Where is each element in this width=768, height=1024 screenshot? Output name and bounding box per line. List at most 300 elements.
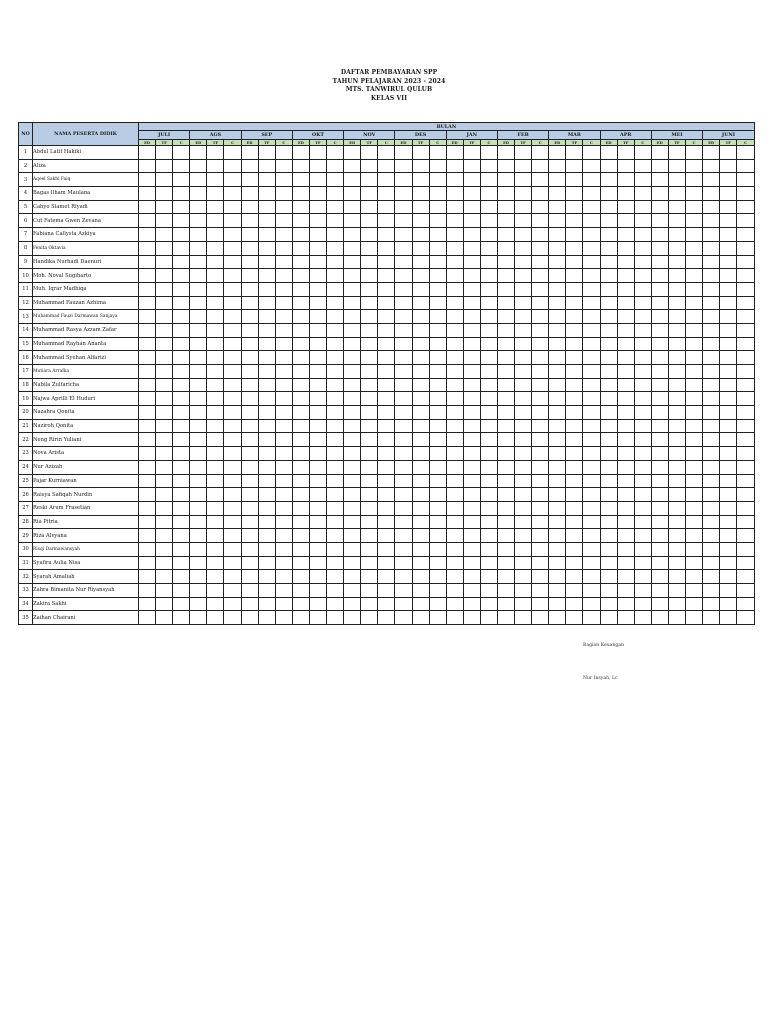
payment-cell[interactable]	[412, 241, 429, 255]
payment-cell[interactable]	[207, 159, 224, 173]
payment-cell[interactable]	[429, 460, 446, 474]
payment-cell[interactable]	[446, 269, 463, 283]
payment-cell[interactable]	[275, 337, 292, 351]
payment-cell[interactable]	[258, 200, 275, 214]
payment-cell[interactable]	[720, 488, 737, 502]
payment-cell[interactable]	[463, 529, 480, 543]
payment-cell[interactable]	[344, 378, 361, 392]
payment-cell[interactable]	[497, 406, 514, 420]
payment-cell[interactable]	[378, 282, 395, 296]
payment-cell[interactable]	[292, 365, 309, 379]
payment-cell[interactable]	[583, 597, 600, 611]
payment-cell[interactable]	[532, 570, 549, 584]
payment-cell[interactable]	[686, 447, 703, 461]
payment-cell[interactable]	[156, 173, 173, 187]
payment-cell[interactable]	[412, 146, 429, 160]
payment-cell[interactable]	[344, 392, 361, 406]
payment-cell[interactable]	[412, 474, 429, 488]
payment-cell[interactable]	[173, 214, 190, 228]
payment-cell[interactable]	[395, 392, 412, 406]
payment-cell[interactable]	[292, 419, 309, 433]
payment-cell[interactable]	[703, 337, 720, 351]
payment-cell[interactable]	[190, 584, 207, 598]
payment-cell[interactable]	[532, 488, 549, 502]
payment-cell[interactable]	[480, 515, 497, 529]
payment-cell[interactable]	[515, 570, 532, 584]
payment-cell[interactable]	[703, 474, 720, 488]
payment-cell[interactable]	[737, 159, 755, 173]
payment-cell[interactable]	[617, 296, 634, 310]
payment-cell[interactable]	[583, 460, 600, 474]
payment-cell[interactable]	[275, 187, 292, 201]
payment-cell[interactable]	[703, 187, 720, 201]
payment-cell[interactable]	[668, 337, 685, 351]
payment-cell[interactable]	[515, 200, 532, 214]
payment-cell[interactable]	[292, 378, 309, 392]
payment-cell[interactable]	[617, 310, 634, 324]
payment-cell[interactable]	[617, 323, 634, 337]
payment-cell[interactable]	[156, 214, 173, 228]
payment-cell[interactable]	[429, 447, 446, 461]
payment-cell[interactable]	[668, 378, 685, 392]
payment-cell[interactable]	[327, 447, 344, 461]
payment-cell[interactable]	[703, 173, 720, 187]
payment-cell[interactable]	[139, 241, 156, 255]
payment-cell[interactable]	[566, 597, 583, 611]
payment-cell[interactable]	[139, 529, 156, 543]
payment-cell[interactable]	[720, 282, 737, 296]
payment-cell[interactable]	[241, 460, 258, 474]
payment-cell[interactable]	[258, 187, 275, 201]
payment-cell[interactable]	[686, 200, 703, 214]
payment-cell[interactable]	[600, 200, 617, 214]
payment-cell[interactable]	[412, 173, 429, 187]
payment-cell[interactable]	[497, 241, 514, 255]
payment-cell[interactable]	[480, 460, 497, 474]
payment-cell[interactable]	[532, 460, 549, 474]
payment-cell[interactable]	[634, 310, 651, 324]
payment-cell[interactable]	[224, 542, 241, 556]
payment-cell[interactable]	[480, 214, 497, 228]
payment-cell[interactable]	[634, 529, 651, 543]
payment-cell[interactable]	[309, 378, 326, 392]
payment-cell[interactable]	[617, 337, 634, 351]
payment-cell[interactable]	[275, 228, 292, 242]
payment-cell[interactable]	[173, 200, 190, 214]
payment-cell[interactable]	[292, 146, 309, 160]
payment-cell[interactable]	[412, 200, 429, 214]
payment-cell[interactable]	[395, 433, 412, 447]
payment-cell[interactable]	[190, 501, 207, 515]
payment-cell[interactable]	[139, 310, 156, 324]
payment-cell[interactable]	[327, 501, 344, 515]
payment-cell[interactable]	[292, 433, 309, 447]
payment-cell[interactable]	[258, 611, 275, 625]
payment-cell[interactable]	[634, 406, 651, 420]
payment-cell[interactable]	[429, 187, 446, 201]
payment-cell[interactable]	[258, 597, 275, 611]
payment-cell[interactable]	[703, 365, 720, 379]
payment-cell[interactable]	[497, 365, 514, 379]
payment-cell[interactable]	[258, 488, 275, 502]
payment-cell[interactable]	[190, 296, 207, 310]
payment-cell[interactable]	[207, 200, 224, 214]
payment-cell[interactable]	[737, 378, 755, 392]
payment-cell[interactable]	[258, 447, 275, 461]
payment-cell[interactable]	[634, 611, 651, 625]
payment-cell[interactable]	[361, 474, 378, 488]
payment-cell[interactable]	[532, 378, 549, 392]
payment-cell[interactable]	[446, 542, 463, 556]
payment-cell[interactable]	[668, 419, 685, 433]
payment-cell[interactable]	[292, 228, 309, 242]
payment-cell[interactable]	[515, 310, 532, 324]
payment-cell[interactable]	[737, 282, 755, 296]
payment-cell[interactable]	[139, 365, 156, 379]
payment-cell[interactable]	[651, 597, 668, 611]
payment-cell[interactable]	[583, 228, 600, 242]
payment-cell[interactable]	[292, 488, 309, 502]
payment-cell[interactable]	[549, 474, 566, 488]
payment-cell[interactable]	[327, 269, 344, 283]
payment-cell[interactable]	[532, 241, 549, 255]
payment-cell[interactable]	[480, 392, 497, 406]
payment-cell[interactable]	[515, 501, 532, 515]
payment-cell[interactable]	[566, 159, 583, 173]
payment-cell[interactable]	[412, 611, 429, 625]
payment-cell[interactable]	[361, 337, 378, 351]
payment-cell[interactable]	[617, 570, 634, 584]
payment-cell[interactable]	[549, 146, 566, 160]
payment-cell[interactable]	[549, 597, 566, 611]
payment-cell[interactable]	[651, 282, 668, 296]
payment-cell[interactable]	[720, 241, 737, 255]
payment-cell[interactable]	[634, 474, 651, 488]
payment-cell[interactable]	[651, 214, 668, 228]
payment-cell[interactable]	[429, 515, 446, 529]
payment-cell[interactable]	[241, 282, 258, 296]
payment-cell[interactable]	[549, 611, 566, 625]
payment-cell[interactable]	[651, 310, 668, 324]
payment-cell[interactable]	[224, 474, 241, 488]
payment-cell[interactable]	[224, 570, 241, 584]
payment-cell[interactable]	[395, 584, 412, 598]
payment-cell[interactable]	[327, 282, 344, 296]
payment-cell[interactable]	[361, 515, 378, 529]
payment-cell[interactable]	[395, 241, 412, 255]
payment-cell[interactable]	[156, 269, 173, 283]
payment-cell[interactable]	[651, 255, 668, 269]
payment-cell[interactable]	[258, 378, 275, 392]
payment-cell[interactable]	[651, 406, 668, 420]
payment-cell[interactable]	[173, 282, 190, 296]
payment-cell[interactable]	[412, 214, 429, 228]
payment-cell[interactable]	[583, 611, 600, 625]
payment-cell[interactable]	[309, 529, 326, 543]
payment-cell[interactable]	[497, 282, 514, 296]
payment-cell[interactable]	[173, 556, 190, 570]
payment-cell[interactable]	[583, 515, 600, 529]
payment-cell[interactable]	[617, 228, 634, 242]
payment-cell[interactable]	[497, 392, 514, 406]
payment-cell[interactable]	[156, 146, 173, 160]
payment-cell[interactable]	[446, 474, 463, 488]
payment-cell[interactable]	[634, 597, 651, 611]
payment-cell[interactable]	[720, 406, 737, 420]
payment-cell[interactable]	[532, 255, 549, 269]
payment-cell[interactable]	[583, 323, 600, 337]
payment-cell[interactable]	[634, 173, 651, 187]
payment-cell[interactable]	[651, 365, 668, 379]
payment-cell[interactable]	[686, 310, 703, 324]
payment-cell[interactable]	[651, 529, 668, 543]
payment-cell[interactable]	[292, 351, 309, 365]
payment-cell[interactable]	[515, 282, 532, 296]
payment-cell[interactable]	[686, 173, 703, 187]
payment-cell[interactable]	[258, 406, 275, 420]
payment-cell[interactable]	[703, 570, 720, 584]
payment-cell[interactable]	[258, 228, 275, 242]
payment-cell[interactable]	[634, 501, 651, 515]
payment-cell[interactable]	[583, 159, 600, 173]
payment-cell[interactable]	[258, 392, 275, 406]
payment-cell[interactable]	[258, 570, 275, 584]
payment-cell[interactable]	[583, 570, 600, 584]
payment-cell[interactable]	[549, 460, 566, 474]
payment-cell[interactable]	[190, 146, 207, 160]
payment-cell[interactable]	[634, 241, 651, 255]
payment-cell[interactable]	[737, 310, 755, 324]
payment-cell[interactable]	[583, 255, 600, 269]
payment-cell[interactable]	[480, 488, 497, 502]
payment-cell[interactable]	[600, 228, 617, 242]
payment-cell[interactable]	[224, 323, 241, 337]
payment-cell[interactable]	[532, 529, 549, 543]
payment-cell[interactable]	[600, 584, 617, 598]
payment-cell[interactable]	[668, 474, 685, 488]
payment-cell[interactable]	[429, 173, 446, 187]
payment-cell[interactable]	[634, 570, 651, 584]
payment-cell[interactable]	[190, 282, 207, 296]
payment-cell[interactable]	[686, 419, 703, 433]
payment-cell[interactable]	[566, 365, 583, 379]
payment-cell[interactable]	[258, 529, 275, 543]
payment-cell[interactable]	[412, 282, 429, 296]
payment-cell[interactable]	[600, 447, 617, 461]
payment-cell[interactable]	[634, 337, 651, 351]
payment-cell[interactable]	[292, 214, 309, 228]
payment-cell[interactable]	[344, 159, 361, 173]
payment-cell[interactable]	[600, 187, 617, 201]
payment-cell[interactable]	[258, 323, 275, 337]
payment-cell[interactable]	[207, 501, 224, 515]
payment-cell[interactable]	[292, 323, 309, 337]
payment-cell[interactable]	[190, 570, 207, 584]
payment-cell[interactable]	[327, 146, 344, 160]
payment-cell[interactable]	[532, 296, 549, 310]
payment-cell[interactable]	[737, 406, 755, 420]
payment-cell[interactable]	[327, 310, 344, 324]
payment-cell[interactable]	[173, 447, 190, 461]
payment-cell[interactable]	[532, 200, 549, 214]
payment-cell[interactable]	[480, 255, 497, 269]
payment-cell[interactable]	[275, 173, 292, 187]
payment-cell[interactable]	[173, 146, 190, 160]
payment-cell[interactable]	[412, 556, 429, 570]
payment-cell[interactable]	[207, 611, 224, 625]
payment-cell[interactable]	[703, 447, 720, 461]
payment-cell[interactable]	[275, 529, 292, 543]
payment-cell[interactable]	[139, 488, 156, 502]
payment-cell[interactable]	[173, 419, 190, 433]
payment-cell[interactable]	[139, 556, 156, 570]
payment-cell[interactable]	[549, 447, 566, 461]
payment-cell[interactable]	[190, 433, 207, 447]
payment-cell[interactable]	[378, 187, 395, 201]
payment-cell[interactable]	[617, 269, 634, 283]
payment-cell[interactable]	[344, 611, 361, 625]
payment-cell[interactable]	[429, 529, 446, 543]
payment-cell[interactable]	[651, 419, 668, 433]
payment-cell[interactable]	[686, 378, 703, 392]
payment-cell[interactable]	[549, 187, 566, 201]
payment-cell[interactable]	[429, 323, 446, 337]
payment-cell[interactable]	[429, 488, 446, 502]
payment-cell[interactable]	[446, 228, 463, 242]
payment-cell[interactable]	[412, 460, 429, 474]
payment-cell[interactable]	[446, 433, 463, 447]
payment-cell[interactable]	[207, 310, 224, 324]
payment-cell[interactable]	[651, 542, 668, 556]
payment-cell[interactable]	[737, 173, 755, 187]
payment-cell[interactable]	[224, 255, 241, 269]
payment-cell[interactable]	[258, 241, 275, 255]
payment-cell[interactable]	[463, 365, 480, 379]
payment-cell[interactable]	[190, 556, 207, 570]
payment-cell[interactable]	[703, 529, 720, 543]
payment-cell[interactable]	[686, 392, 703, 406]
payment-cell[interactable]	[720, 310, 737, 324]
payment-cell[interactable]	[686, 556, 703, 570]
payment-cell[interactable]	[361, 200, 378, 214]
payment-cell[interactable]	[361, 187, 378, 201]
payment-cell[interactable]	[258, 269, 275, 283]
payment-cell[interactable]	[241, 597, 258, 611]
payment-cell[interactable]	[190, 474, 207, 488]
payment-cell[interactable]	[532, 447, 549, 461]
payment-cell[interactable]	[361, 255, 378, 269]
payment-cell[interactable]	[634, 392, 651, 406]
payment-cell[interactable]	[378, 474, 395, 488]
payment-cell[interactable]	[566, 570, 583, 584]
payment-cell[interactable]	[480, 419, 497, 433]
payment-cell[interactable]	[378, 488, 395, 502]
payment-cell[interactable]	[668, 282, 685, 296]
payment-cell[interactable]	[703, 269, 720, 283]
payment-cell[interactable]	[309, 501, 326, 515]
payment-cell[interactable]	[515, 365, 532, 379]
payment-cell[interactable]	[361, 488, 378, 502]
payment-cell[interactable]	[446, 241, 463, 255]
payment-cell[interactable]	[224, 337, 241, 351]
payment-cell[interactable]	[207, 296, 224, 310]
payment-cell[interactable]	[412, 488, 429, 502]
payment-cell[interactable]	[412, 296, 429, 310]
payment-cell[interactable]	[241, 419, 258, 433]
payment-cell[interactable]	[515, 556, 532, 570]
payment-cell[interactable]	[634, 515, 651, 529]
payment-cell[interactable]	[241, 447, 258, 461]
payment-cell[interactable]	[207, 241, 224, 255]
payment-cell[interactable]	[617, 460, 634, 474]
payment-cell[interactable]	[668, 241, 685, 255]
payment-cell[interactable]	[600, 296, 617, 310]
payment-cell[interactable]	[190, 406, 207, 420]
payment-cell[interactable]	[583, 584, 600, 598]
payment-cell[interactable]	[549, 214, 566, 228]
payment-cell[interactable]	[497, 228, 514, 242]
payment-cell[interactable]	[429, 146, 446, 160]
payment-cell[interactable]	[720, 351, 737, 365]
payment-cell[interactable]	[634, 365, 651, 379]
payment-cell[interactable]	[241, 200, 258, 214]
payment-cell[interactable]	[224, 529, 241, 543]
payment-cell[interactable]	[720, 214, 737, 228]
payment-cell[interactable]	[412, 419, 429, 433]
payment-cell[interactable]	[737, 146, 755, 160]
payment-cell[interactable]	[686, 228, 703, 242]
payment-cell[interactable]	[617, 515, 634, 529]
payment-cell[interactable]	[361, 447, 378, 461]
payment-cell[interactable]	[429, 597, 446, 611]
payment-cell[interactable]	[224, 187, 241, 201]
payment-cell[interactable]	[497, 214, 514, 228]
payment-cell[interactable]	[668, 529, 685, 543]
payment-cell[interactable]	[207, 460, 224, 474]
payment-cell[interactable]	[737, 474, 755, 488]
payment-cell[interactable]	[190, 200, 207, 214]
payment-cell[interactable]	[361, 365, 378, 379]
payment-cell[interactable]	[600, 556, 617, 570]
payment-cell[interactable]	[651, 392, 668, 406]
payment-cell[interactable]	[224, 228, 241, 242]
payment-cell[interactable]	[668, 351, 685, 365]
payment-cell[interactable]	[395, 214, 412, 228]
payment-cell[interactable]	[429, 269, 446, 283]
payment-cell[interactable]	[549, 310, 566, 324]
payment-cell[interactable]	[703, 228, 720, 242]
payment-cell[interactable]	[549, 269, 566, 283]
payment-cell[interactable]	[617, 488, 634, 502]
payment-cell[interactable]	[617, 584, 634, 598]
payment-cell[interactable]	[703, 460, 720, 474]
payment-cell[interactable]	[412, 392, 429, 406]
payment-cell[interactable]	[190, 255, 207, 269]
payment-cell[interactable]	[378, 447, 395, 461]
payment-cell[interactable]	[668, 542, 685, 556]
payment-cell[interactable]	[429, 611, 446, 625]
payment-cell[interactable]	[275, 392, 292, 406]
payment-cell[interactable]	[309, 146, 326, 160]
payment-cell[interactable]	[480, 447, 497, 461]
payment-cell[interactable]	[258, 146, 275, 160]
payment-cell[interactable]	[446, 488, 463, 502]
payment-cell[interactable]	[395, 419, 412, 433]
payment-cell[interactable]	[480, 584, 497, 598]
payment-cell[interactable]	[532, 159, 549, 173]
payment-cell[interactable]	[258, 255, 275, 269]
payment-cell[interactable]	[720, 323, 737, 337]
